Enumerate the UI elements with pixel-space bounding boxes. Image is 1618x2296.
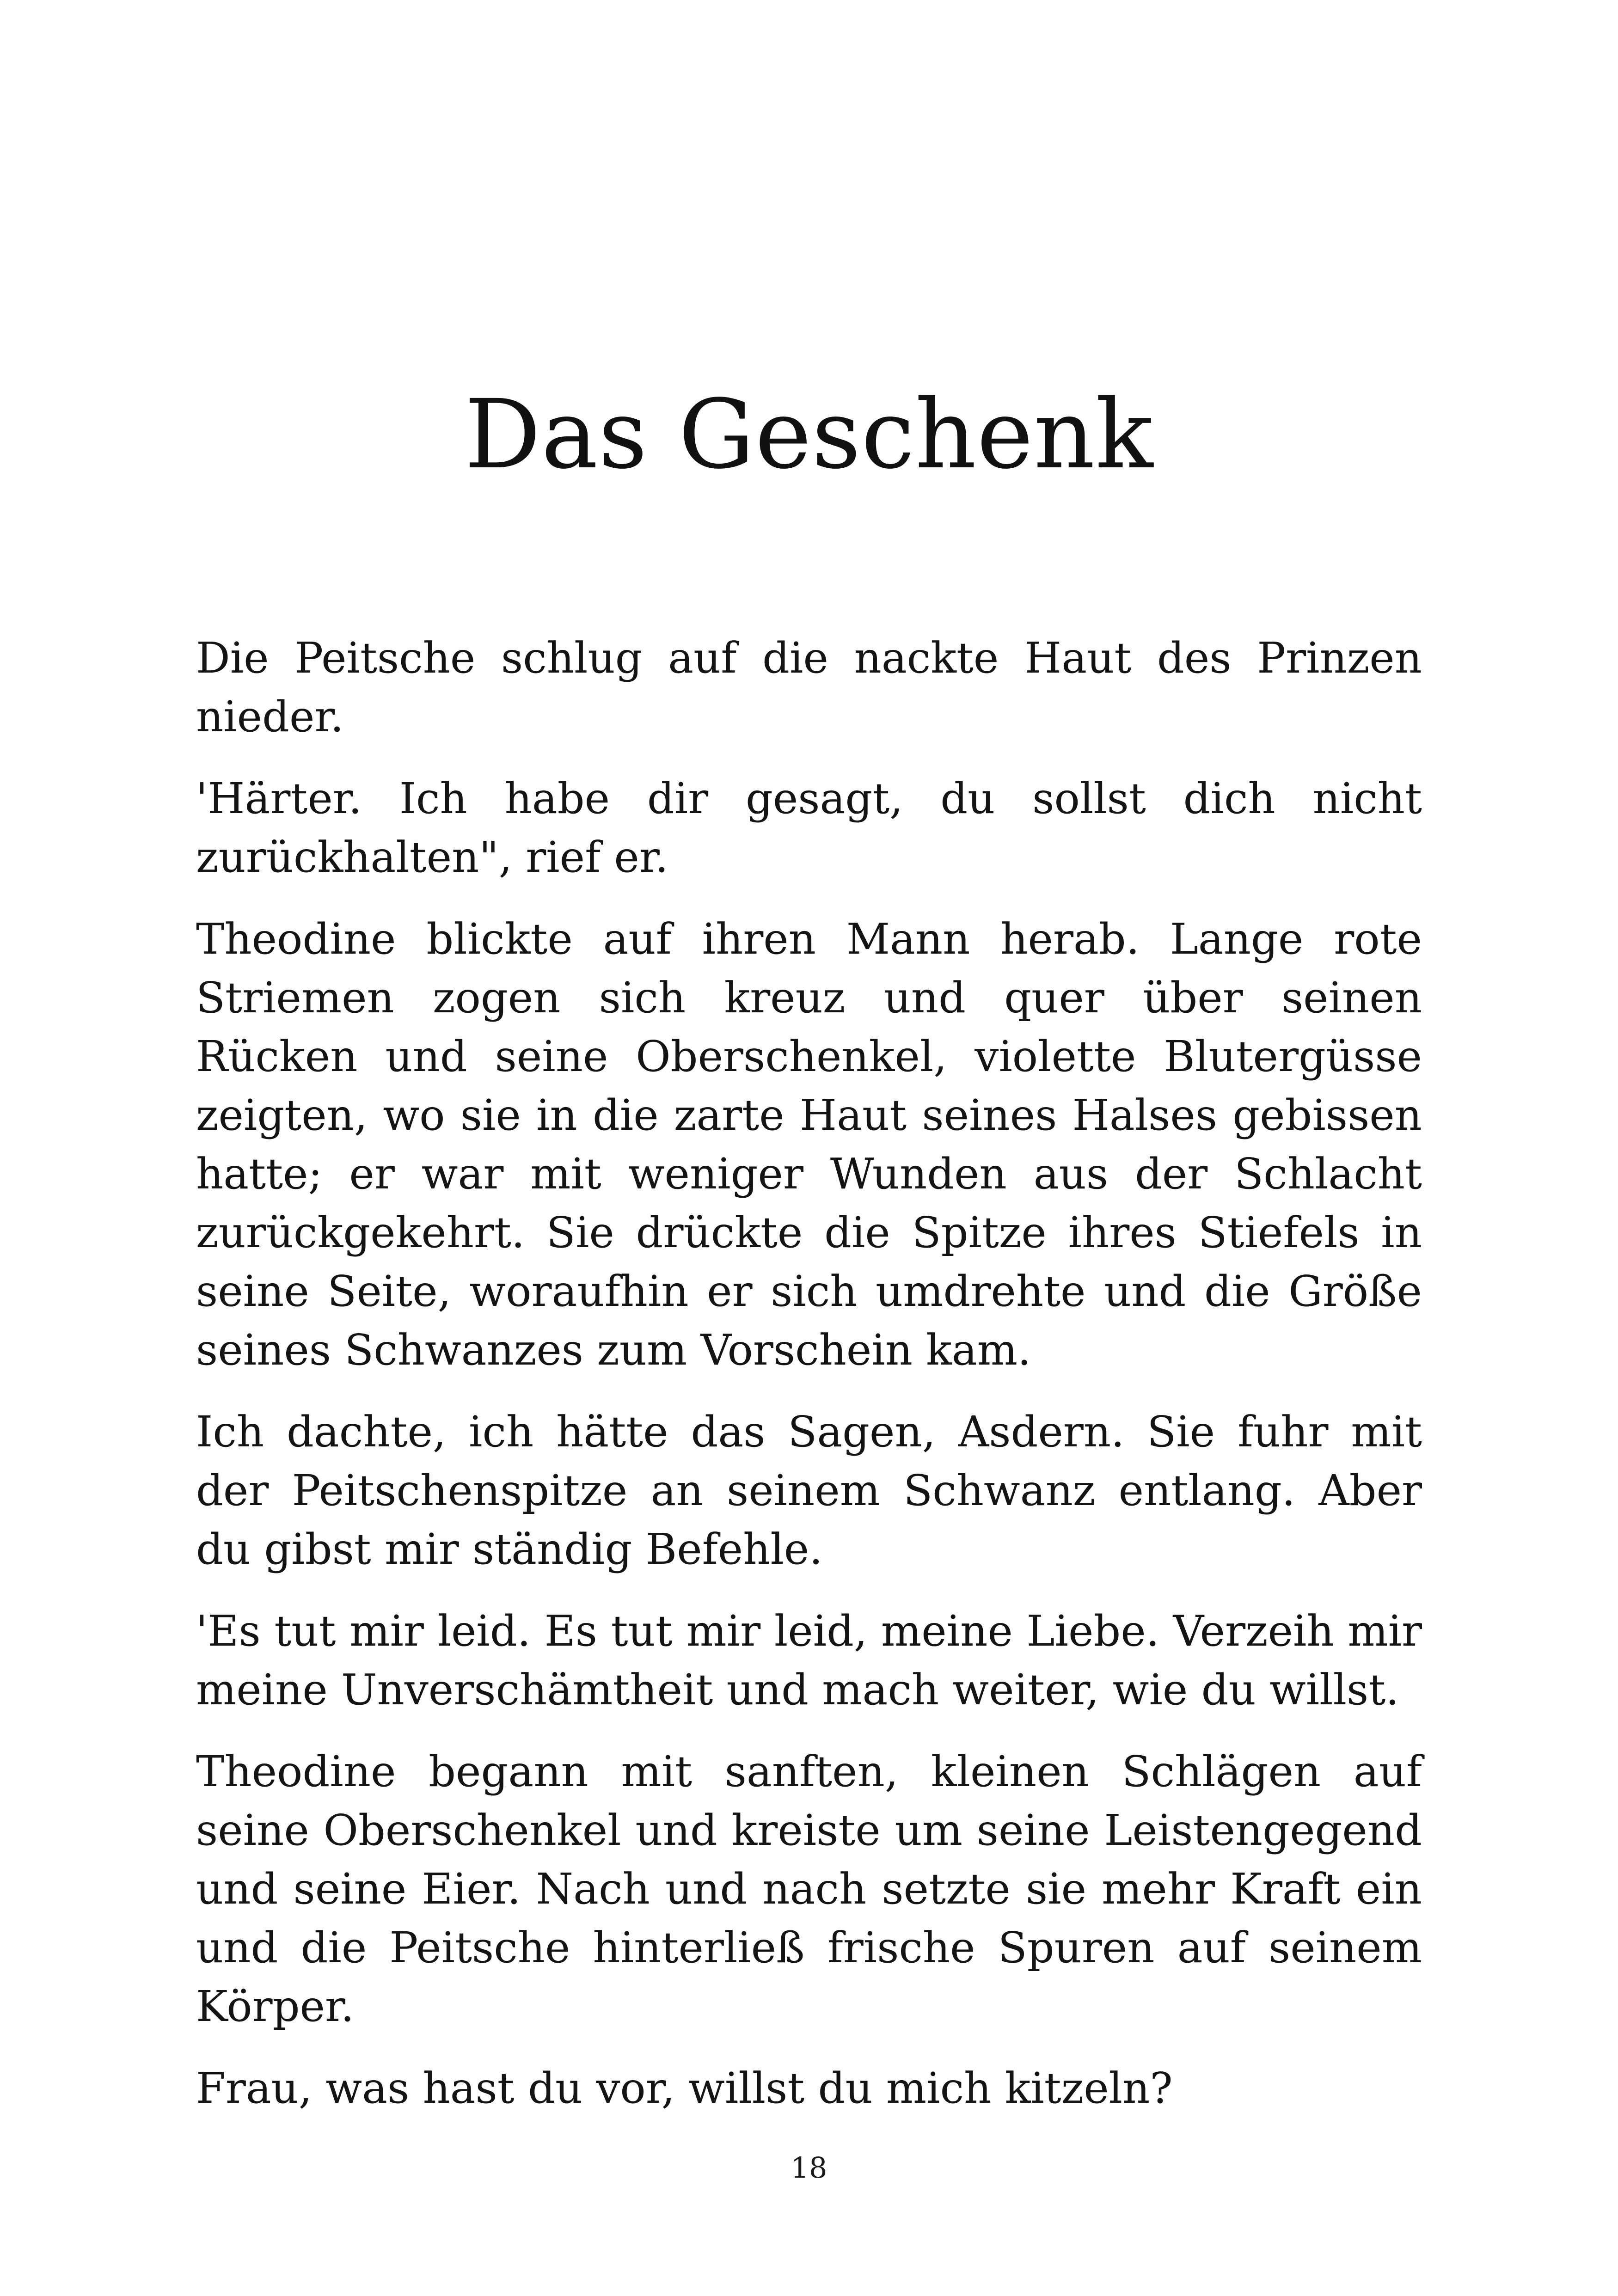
paragraph: Theodine begann mit sanften, kleinen Schlägen auf seine Oberschenkel und kreiste um seine Leistengegend und seine Eier. Nach und nach setzte sie mehr Kraft ein und die Peitsche hinterließ frische Spuren auf seinem Körper. xyxy=(196,1747,1422,2031)
paragraph: Ich dachte, ich hätte das Sagen, Asdern. Sie fuhr mit der Peitschenspitze an seinem Schwanz entlang. Aber du gibst mir ständig Befehle. xyxy=(196,1407,1422,1574)
paragraph: 'Härter. Ich habe dir gesagt, du sollst dich nicht zurückhalten", rief er. xyxy=(196,774,1422,882)
paragraph: 'Es tut mir leid. Es tut mir leid, meine Liebe. Verzeih mir meine Unverschämtheit und mach weiter, wie du willst. xyxy=(196,1606,1422,1714)
paragraph: Die Peitsche schlug auf die nackte Haut des Prinzen nieder. xyxy=(196,633,1422,741)
page-number: 18 xyxy=(791,2151,827,2185)
chapter-title: Das Geschenk xyxy=(464,379,1154,490)
paragraph: Frau, was hast du vor, willst du mich kitzeln? xyxy=(196,2063,1173,2113)
paragraph: Theodine blickte auf ihren Mann herab. Lange rote Striemen zogen sich kreuz und quer über seinen Rücken und seine Oberschenkel, violette Blutergüsse zeigten, wo sie in die zarte Haut seines Halses gebissen hatte; er war mit weniger Wunden aus der Schlacht zurückgekehrt. Sie drückte die Spitze ihres Stiefels in seine Seite, woraufhin er sich umdrehte und die Größe seines Schwanzes zum Vorschein kam. xyxy=(196,914,1422,1375)
body-text xyxy=(196,629,1422,2141)
